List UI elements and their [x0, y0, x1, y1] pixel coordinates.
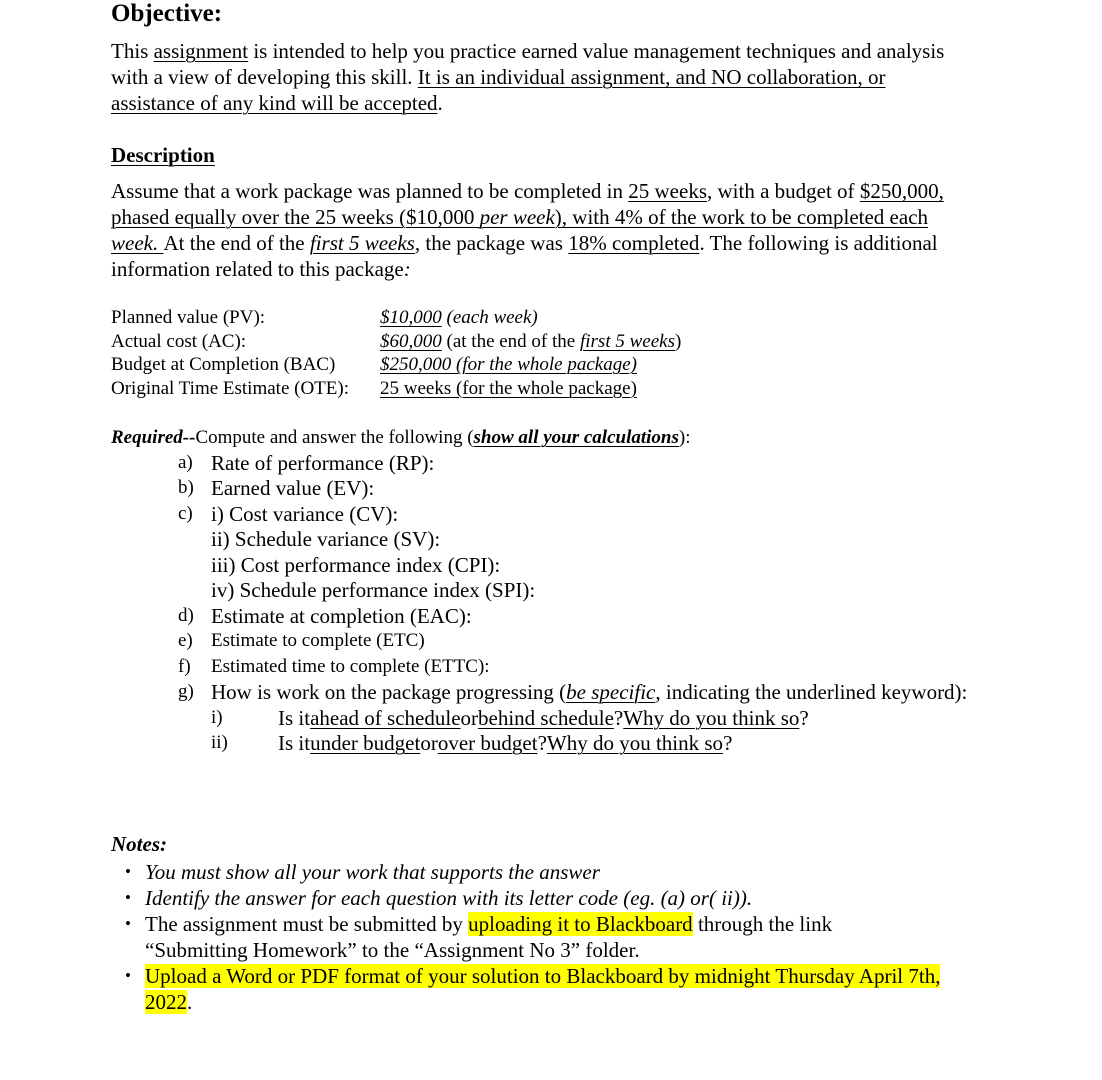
list-item-c: c) i) Cost variance (CV): [178, 501, 399, 526]
list-item-c-iii: iii) Cost performance index (CPI): [211, 552, 501, 577]
list-item-c-ii: ii) Schedule variance (SV): [211, 527, 441, 552]
list-item-g-i: i) Is it ahead of schedule or behind schedule ? Why do you think so ? [211, 705, 809, 730]
list-item-e: e) Estimate to complete (ETC) [178, 630, 425, 652]
description-paragraph: Assume that a work package was planned to be completed in 25 weeks, with a budget of $250,000, phased equally over the 25 weeks ($10,000 per week), with 4% of the work to be completed each week. At the end of the first 5 weeks, the package was 18% completed. The following is additional information related to this package: [111, 179, 944, 281]
list-item-g: g) How is work on the package progressing ( be specific , indicating the underlined keyword): [178, 680, 968, 705]
list-item-c-iv: iv) Schedule performance index (SPI): [211, 578, 536, 603]
description-heading: Description [111, 143, 215, 167]
required-list [178, 450, 967, 756]
note-item: • The assignment must be submitted by uploading it to Blackboard through the link “Submitting Homework” to the “Assignment No 3” folder. [125, 912, 833, 962]
list-item-f: f) Estimated time to complete (ETTC): [178, 655, 490, 677]
objective-heading: Objective: [111, 0, 223, 27]
list-item-d: d) Estimate at completion (EAC): [178, 603, 472, 628]
note-item: • Identify the answer for each question with its letter code (eg. (a) or( ii)). [125, 886, 753, 910]
ote-row: Original Time Estimate (OTE): 25 weeks (for the whole package) [111, 377, 637, 399]
values-table [111, 306, 681, 400]
bac-row: Budget at Completion (BAC) $250,000 (for the whole package) [111, 354, 637, 375]
list-item-g-ii: ii) Is it under budget or over budget ? Why do you think so ? [211, 731, 733, 756]
notes-heading: Notes: [111, 832, 167, 856]
pv-row: Planned value (PV): $10,000 (each week) [111, 307, 538, 328]
list-item-b: b) Earned value (EV): [178, 476, 375, 501]
note-item: • You must show all your work that supports the answer [125, 860, 600, 884]
list-item-a: a) Rate of performance (RP): [178, 450, 435, 475]
note-item: • Upload a Word or PDF format of your solution to Blackboard by midnight Thursday April 7th, 2022. [125, 964, 941, 1014]
ac-row: Actual cost (AC): $60,000 (at the end of the first 5 weeks) [111, 330, 682, 352]
objective-paragraph: This assignment is intended to help you practice earned value management techniques and analysis with a view of developing this skill. It is an individual assignment, and NO collaboration, or assistance of any kind will be accepted. [111, 39, 945, 115]
notes-section [111, 831, 940, 1015]
required-line: Required--Compute and answer the following (show all your calculations): [111, 427, 691, 448]
